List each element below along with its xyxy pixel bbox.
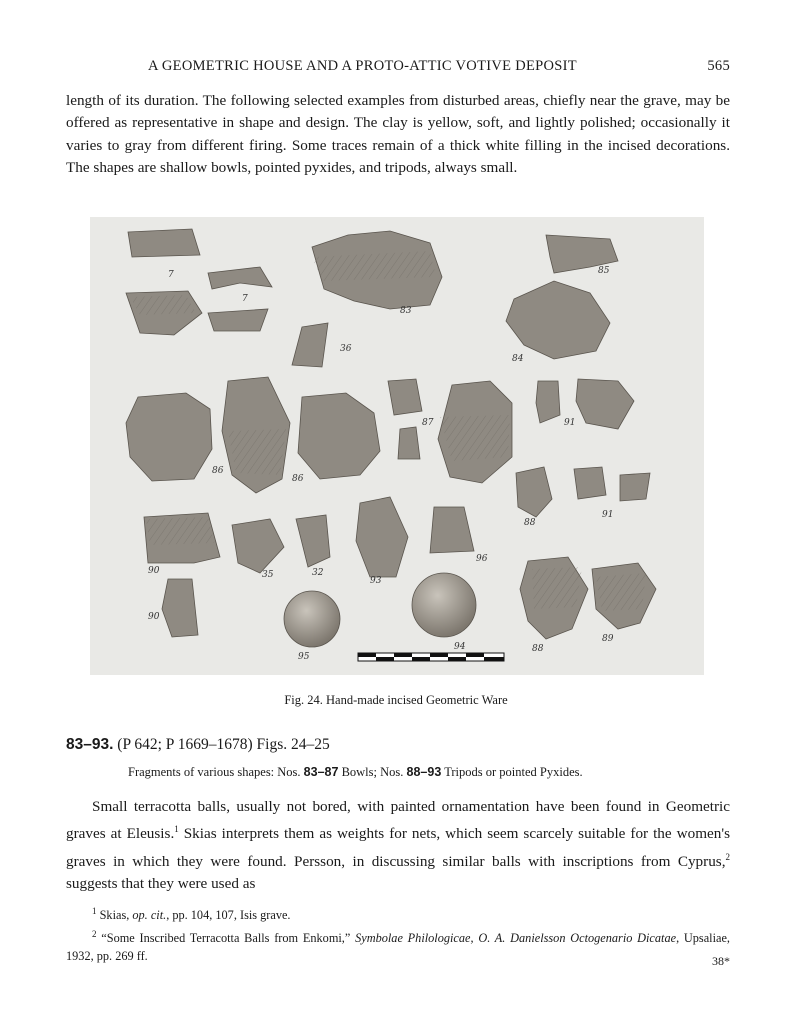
figure-photo — [90, 217, 704, 675]
ball-95 — [284, 591, 340, 647]
footnotes — [66, 902, 730, 966]
footnote-2-mark: 2 — [92, 928, 97, 939]
fragment-7d — [208, 309, 268, 331]
footnote-2-tail: , Upsaliae, 1932, pp. 269 ff. — [66, 930, 731, 964]
fragment-91b — [576, 379, 634, 429]
entry-sub-mid: Bowls; Nos. — [341, 765, 404, 779]
fragment-96 — [430, 507, 474, 553]
label-88b: 88 — [532, 644, 544, 654]
label-89: 89 — [602, 634, 614, 644]
label-87: 87 — [422, 418, 434, 428]
label-86a: 86 — [212, 466, 224, 476]
fragment-87a — [388, 379, 422, 415]
entry-sub-suffix: Tripods or pointed Pyxides. — [444, 765, 583, 779]
label-94: 94 — [454, 642, 466, 652]
body-paragraph — [66, 796, 730, 895]
label-83: 83 — [400, 306, 412, 316]
fragment-7a — [128, 229, 200, 257]
footnote-1-text: Skias, — [99, 908, 133, 923]
ball-94 — [412, 573, 476, 637]
entry-refs: (P 642; P 1669–1678) Figs. 24–25 — [117, 736, 330, 753]
label-85: 85 — [598, 266, 610, 276]
running-title: A GEOMETRIC HOUSE AND A PROTO-ATTIC VOTIVE DEPOSIT — [148, 58, 577, 74]
paragraph-part3: suggests that they were used as — [66, 875, 256, 893]
footnote-2-italic: Symbolae Philologicae, O. A. Danielsson Octogenario Dicatae — [355, 930, 677, 945]
fragment-36 — [292, 323, 328, 367]
label-91b: 91 — [602, 510, 614, 520]
fragment-35 — [232, 519, 284, 573]
label-36: 36 — [340, 344, 352, 354]
intro-paragraph: length of its duration. The following selected examples from disturbed areas, chiefly near the grave, may be offered as representative in shape and design. The clay is yellow, soft, and lightly polished; occasionally it varies to gray from different firing. Some traces remain of a thick white filling in the incised decorations. The shapes are shallow bowls, pointed pyxides, and tripods, always small. — [66, 92, 730, 176]
label-90a: 90 — [148, 566, 160, 576]
page-number: 565 — [707, 58, 730, 74]
label-96: 96 — [476, 554, 488, 564]
figure-caption: Fig. 24. Hand-made incised Geometric Ware — [284, 693, 508, 707]
entry-range-bowls: 83–87 — [303, 765, 339, 779]
label-91a: 91 — [564, 418, 576, 428]
fragment-91a — [536, 381, 560, 423]
fragment-91d — [620, 473, 650, 501]
label-7a: 7 — [168, 270, 174, 280]
fragment-93 — [356, 497, 408, 577]
paragraph-part2: Skias interprets them as weights for nets, which seem scarcely suitable for the women's graves in which they were found. Persson, in discussing similar balls with inscriptions from Cyprus, — [66, 825, 730, 870]
footnote-1-mark: 1 — [92, 906, 97, 916]
catalog-entry-heading — [66, 736, 730, 754]
label-88a: 88 — [524, 518, 536, 528]
label-7b: 7 — [242, 294, 248, 304]
footnote-1-italic: op. cit. — [132, 908, 167, 923]
paragraph-part1: Small terracotta balls, usually not bored, with painted ornamentation have been found in Geometric graves at Eleusis. — [66, 798, 730, 843]
footnote-ref-2: 2 — [725, 851, 730, 862]
signature-mark: 38* — [712, 954, 730, 968]
footnote-1 — [66, 902, 730, 925]
fragment-90b — [162, 579, 198, 637]
fragment-86a — [126, 393, 212, 481]
label-95: 95 — [298, 652, 310, 662]
fragment-32 — [296, 515, 330, 567]
label-84: 84 — [512, 354, 524, 364]
catalog-entry-description — [128, 765, 728, 780]
footnote-1-tail: , pp. 104, 107, Isis grave. — [166, 908, 291, 923]
fragment-91c — [574, 467, 606, 499]
fragment-88a — [516, 467, 552, 517]
fragment-87b — [398, 427, 420, 459]
footnote-2 — [66, 925, 730, 966]
footnote-ref-1: 1 — [174, 824, 179, 835]
label-90b: 90 — [148, 612, 160, 622]
label-32: 32 — [312, 568, 324, 578]
scale-bar — [358, 653, 504, 661]
fragment-86c — [298, 393, 380, 479]
fragment-7b — [208, 267, 272, 289]
entry-range-tripods: 88–93 — [406, 765, 442, 779]
running-head — [66, 58, 730, 78]
fragment-84 — [506, 281, 610, 359]
footnote-2-text: “Some Inscribed Terracotta Balls from Enkomi,” — [101, 930, 356, 945]
label-93: 93 — [370, 576, 382, 586]
pottery-fragments-photo — [90, 217, 704, 675]
label-86b: 86 — [292, 474, 304, 484]
label-35: 35 — [262, 570, 274, 580]
entry-sub-prefix: Fragments of various shapes: Nos. — [128, 765, 301, 779]
entry-number: 83–93. — [66, 736, 114, 753]
